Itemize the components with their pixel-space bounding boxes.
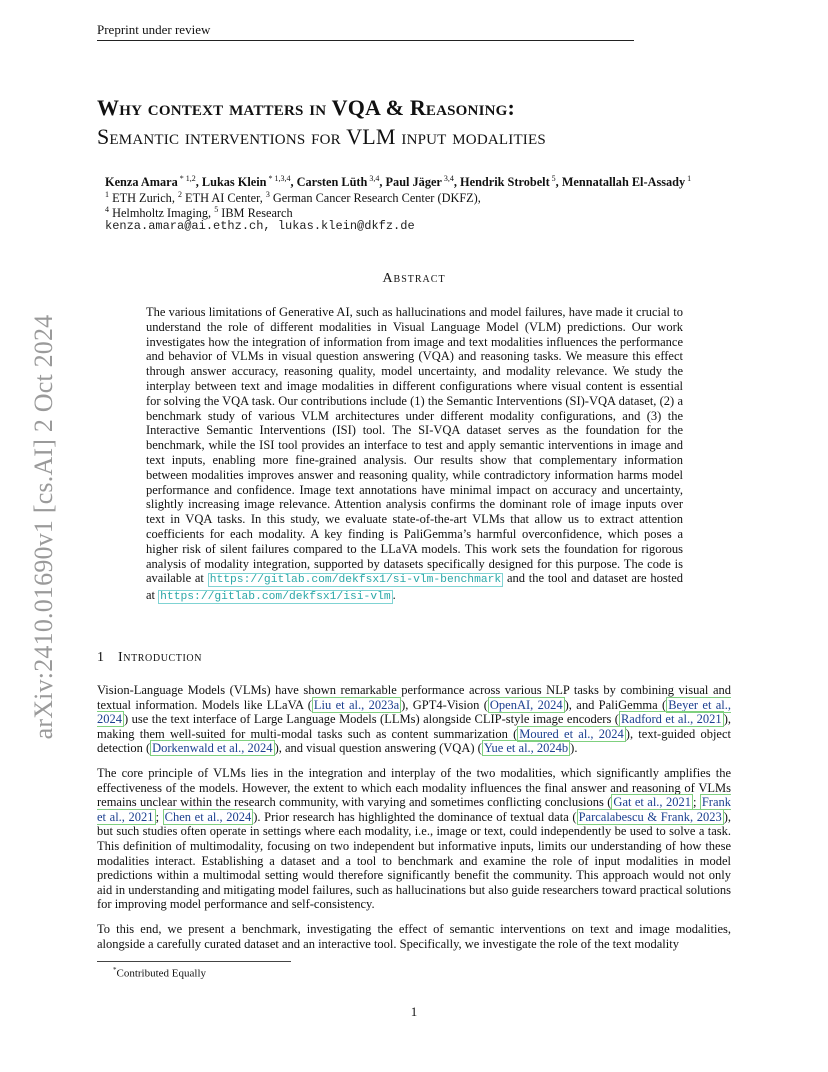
citation-link[interactable]: Gat et al., 2021 [613,795,691,810]
citation-link[interactable]: Moured et al., 2024 [519,726,624,741]
paragraph-text: ). [570,741,578,756]
abstract-heading: Abstract [382,271,446,286]
title-line-2: Semantic interventions for VLM input modalities [97,124,546,149]
author-separator: , [379,175,386,190]
paragraph-text: ), but such studies often operate in settings where each modality, i.e., image or text, could independently be used to solve a task. This definition of multimodality, focusing on two independent but informative inputs, limits our understanding of how these modalities interact. Establishing a dataset and a tool to benchmark and examine the role of input modalities in model predictions within a multimodal setting would therefore significantly benefit the community. This approach would not only aid in understanding and mitigating model failures, such as hallucinations but also guide researchers toward practical solutions for improving model performance and self-consistency. [97,809,731,912]
paragraph-text: To this end, we present a benchmark, investigating the effect of semantic interventions on text and image modalities, alongside a carefully curated dataset and an interactive tool. Specifically, we investigate the role of the text modality [97,922,731,951]
section-number: 1 [97,650,104,665]
abstract-text: The various limitations of Generative AI, such as hallucinations and model failures, have made it crucial to understand the role of different modalities in Visual Language Model (VLM) predictions. Our work investigates how the integration of information from image and text modalities influences the performance and behavior of VLMs in visual question answering (VQA) and reasoning tasks. We measure this effect through answer accuracy, reasoning quality, model uncertainty, and modality relevance. We study the interplay between text and image modalities in different configurations where visual content is essential for solving the VQA task. Our contributions include (1) the Semantic Interventions (SI)-VQA dataset, (2) a benchmark study of various VLM architectures under different modality configurations, and (3) the Interactive Semantic Interventions (ISI) tool. The SI-VQA dataset serves as the foundation for the benchmark, while the ISI tool provides an interface to test and apply semantic interventions in image and text inputs, enabling more fine-grained analysis. Our results show that complementary information between modalities improves answer and reasoning quality, while contradictory information harms model performance and confidence. Image text annotations have minimal impact on accuracy and uncertainty, slightly increasing image relevance. Attention analysis confirms the dominant role of image inputs over text in VQA tasks. In this study, we evaluate state-of-the-art VLMs that allow us to extract attention coefficients for each modality. A key finding is PaliGemma’s harmful overconfidence, which poses a higher risk of silent failures compared to the LLaVA models. This work sets the foundation for rigorous analysis of modality integration, supported by datasets specifically designed for this purpose. The code is available at [146,305,683,586]
author-affiliation-mark: 3,4 [441,174,454,183]
footnote-text: Contributed Equally [116,967,207,980]
citation-link[interactable]: Frank et al., 2021 [97,795,731,824]
section-heading-introduction [97,650,202,666]
affiliation-name: IBM Research [218,206,293,221]
affiliation-name: German Cancer Research Center (DKFZ), [269,191,481,206]
author-affiliation-mark: 3,4 [367,174,380,183]
paragraph-text: Vision-Language Models (VLMs) have shown remarkable performance across various NLP tasks by combining visual and textual information. Models like LLaVA ( [97,683,731,712]
running-header: Preprint under review [97,21,634,41]
paper-title [97,93,731,151]
affiliation-name: ETH Zurich, [109,191,178,206]
affiliation-name: Helmholtz Imaging, [109,206,215,221]
author-affiliation-mark: * 1,3,4 [266,174,291,183]
affiliation-name: ETH AI Center, [181,191,266,206]
paragraph-text: ; [155,809,163,824]
author-name: Kenza Amara [105,175,178,190]
intro-paragraph-1 [97,683,731,756]
paragraph-text: ), and PaliGemma ( [564,697,667,712]
author-name: Carsten Lüth [296,175,368,190]
citation-link[interactable]: Parcalabescu & Frank, 2023 [578,809,722,824]
arxiv-side-stamp [24,302,64,752]
arxiv-identifier: arXiv:2410.01690v1 [cs.AI] 2 Oct 2024 [29,314,58,740]
author-name: Paul Jäger [385,175,442,190]
paragraph-text: ; [692,795,700,810]
tool-dataset-link[interactable]: https://gitlab.com/dekfsx1/isi-vlm [160,591,391,604]
intro-paragraph-3 [97,922,731,951]
citation-link[interactable]: OpenAI, 2024 [489,697,563,712]
author-affiliation-mark: * 1,2 [177,174,196,183]
author-name: Mennatallah El-Assady [561,175,686,190]
paragraph-text: ), making them well-suited for multi-modal tasks such as content summarization ( [97,712,731,741]
citation-link[interactable]: Yue et al., 2024b [483,741,569,756]
section-title: Introduction [118,650,203,665]
author-name: Hendrik Strobelt [460,175,550,190]
abstract-connector: and the tool and dataset are hosted at [146,571,683,603]
citation-link[interactable]: Chen et al., 2024 [164,809,252,824]
footnote-divider [97,961,291,962]
paragraph-text: ), text-guided object detection ( [97,726,731,756]
author-separator: , [290,175,297,190]
author-name: Lukas Klein [201,175,267,190]
author-emails: kenza.amara@ai.ethz.ch, lukas.klein@dkfz.de [105,219,415,233]
citation-link[interactable]: Liu et al., 2023a [313,697,400,712]
intro-paragraph-2 [97,766,731,912]
abstract-end: . [392,588,396,603]
benchmark-code-link[interactable]: https://gitlab.com/dekfsx1/si-vlm-benchmark [209,574,502,587]
author-separator: , [453,175,461,190]
citation-link[interactable]: Dorkenwald et al., 2024 [152,741,273,756]
author-separator: , [555,175,562,190]
affiliation-mark: 4 [105,205,109,214]
author-affiliation-mark: 1 [685,174,692,183]
page-number: 1 [410,1004,418,1019]
citation-link[interactable]: Radford et al., 2021 [620,712,722,727]
paragraph-text: ) use the text interface of Large Language Models (LLMs) alongside CLIP-style image encoders ( [124,712,619,727]
title-line-1: Why context matters in VQA & Reasoning: [97,95,516,120]
author-separator: , [195,175,202,190]
paragraph-text: ). Prior research has highlighted the dominance of textual data ( [253,809,577,824]
author-affiliation-mark: 5 [549,174,556,183]
abstract-body [146,305,683,605]
affiliation-mark: 2 [177,190,182,199]
footnote-mark: * [113,966,117,974]
affiliation-mark: 5 [214,205,219,214]
affiliation-mark: 1 [105,190,109,199]
paragraph-text: ), GPT4-Vision ( [401,697,488,712]
citation-link[interactable]: Beyer et al., 2024 [97,697,732,727]
paragraph-text: The core principle of VLMs lies in the integration and interplay of the two modalities, which significantly amplifies the effectiveness of the models. However, the extent to which each modality influences the final answer and reasoning of VLMs remains unclear within the research community, with varying and sometimes conflicting conclusions ( [97,766,731,810]
affiliation-mark: 3 [265,190,270,199]
footnote [113,964,206,981]
paragraph-text: ), and visual question answering (VQA) ( [274,741,482,756]
